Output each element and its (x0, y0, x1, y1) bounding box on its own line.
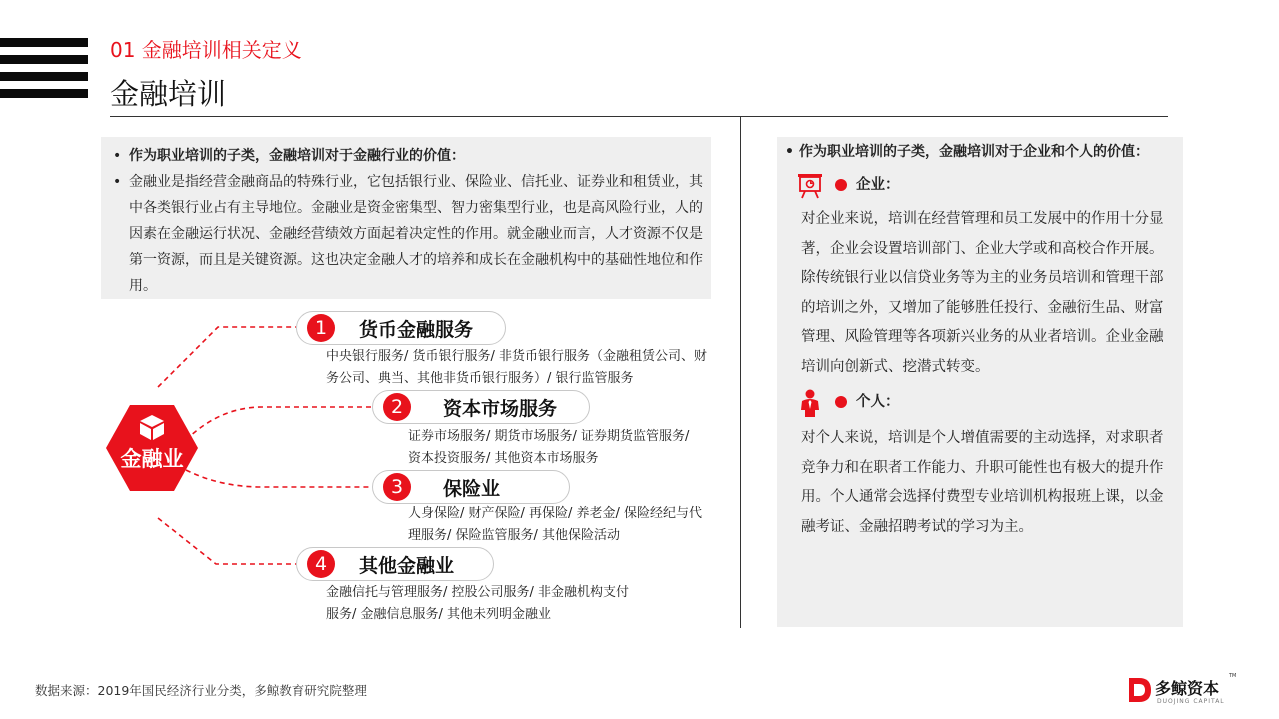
connector-2 (186, 407, 372, 440)
category-pill-1 (296, 311, 506, 345)
left-heading: • 作为职业培训的子类，金融培训对于金融行业的价值： (109, 143, 703, 169)
right-heading: • 作为职业培训的子类，金融培训对于企业和个人的价值： (781, 137, 1177, 167)
category-pill-3 (372, 470, 570, 504)
header-stripes (0, 38, 88, 106)
individual-text: 对个人来说，培训是个人增值需要的主动选择，对求职者竞争力和在职者工作能力、升职可能性也有极大的提升作用。个人通常会选择付费型专业培训机构报班上课，以金融考证、金融招聘考试的学习为主。 (801, 430, 1164, 535)
hexagon-label: 金融业 (120, 447, 184, 471)
category-title-1: 货币金融服务 (359, 319, 474, 341)
enterprise-label: 企业： (856, 177, 900, 193)
category-desc-4: 金融信托与管理服务/ 控股公司服务/ 非金融机构支付服务/ 金融信息服务/ 其他未列明金融业 (326, 585, 630, 622)
category-pill-2 (372, 390, 590, 424)
logo-mark-icon (1127, 676, 1153, 704)
connector-1 (158, 327, 296, 387)
left-intro-box (101, 137, 711, 299)
category-desc-3: 人身保险/ 财产保险/ 再保险/ 养老金/ 保险经纪与代理服务/ 保险监管服务/ 其他保险活动 (408, 506, 703, 543)
presentation-board-icon (795, 171, 825, 201)
company-logo (1127, 673, 1247, 709)
category-desc-1: 中央银行服务/ 货币银行服务/ 非货币银行服务（金融租赁公司、财务公司、典当、其他非货币银行服务）/ 银行监管服务 (326, 349, 708, 386)
category-number-2: 2 (383, 393, 411, 421)
connector-3 (186, 470, 372, 487)
enterprise-dot (835, 179, 847, 191)
financial-industry-hexagon (106, 405, 198, 491)
category-number-4: 4 (307, 550, 335, 578)
individual-label: 个人： (856, 394, 900, 410)
page-title: 金融培训 (110, 77, 227, 111)
category-title-3: 保险业 (443, 478, 501, 500)
enterprise-text: 对企业来说，培训在经营管理和员工发展中的作用十分显著，企业会设置培训部门、企业大学或和高校合作开展。除传统银行业以信贷业务等为主的业务员培训和管理干部的培训之外，又增加了能够胜任投行、金融衍生品、财富管理、风险管理等各项新兴业务的从业者培训。企业金融培训向创新式、挖潜式转变。 (801, 211, 1164, 375)
logo-subtext: DUOJING CAPITAL (1157, 698, 1225, 705)
logo-trademark: TM (1229, 673, 1237, 679)
individual-dot (835, 396, 847, 408)
right-value-box (777, 137, 1183, 627)
category-number-3: 3 (383, 473, 411, 501)
individual-subhead (781, 386, 1177, 422)
category-number-1: 1 (307, 314, 335, 342)
category-desc-2: 证券市场服务/ 期货市场服务/ 证券期货监管服务/ 资本投资服务/ 其他资本市场服务 (408, 429, 690, 466)
businessman-icon (795, 388, 825, 418)
section-subtitle: 01 金融培训相关定义 (110, 38, 302, 62)
category-title-4: 其他金融业 (359, 555, 455, 577)
column-divider (740, 116, 741, 628)
category-title-2: 资本市场服务 (443, 398, 558, 420)
connector-4 (158, 518, 296, 564)
data-source-note: 数据来源：2019年国民经济行业分类，多鲸教育研究院整理 (35, 683, 367, 698)
enterprise-subhead (781, 169, 1177, 205)
category-pill-4 (296, 547, 494, 581)
logo-text: 多鲸资本 (1155, 679, 1220, 698)
title-divider (110, 116, 1168, 117)
left-body: • 金融业是指经营金融商品的特殊行业，它包括银行业、保险业、信托业、证券业和租赁业，其中各类银行业占有主导地位。金融业是资金密集型、智力密集型行业，也是高风险行业，人的因素在金融运行状况、金融经营绩效方面起着决定性的作用。就金融业而言，人才资源不仅是第一资源，而且是关键资源。这也决定金融人才的培养和成长在金融机构中的基础性地位和作用。 (109, 169, 703, 299)
